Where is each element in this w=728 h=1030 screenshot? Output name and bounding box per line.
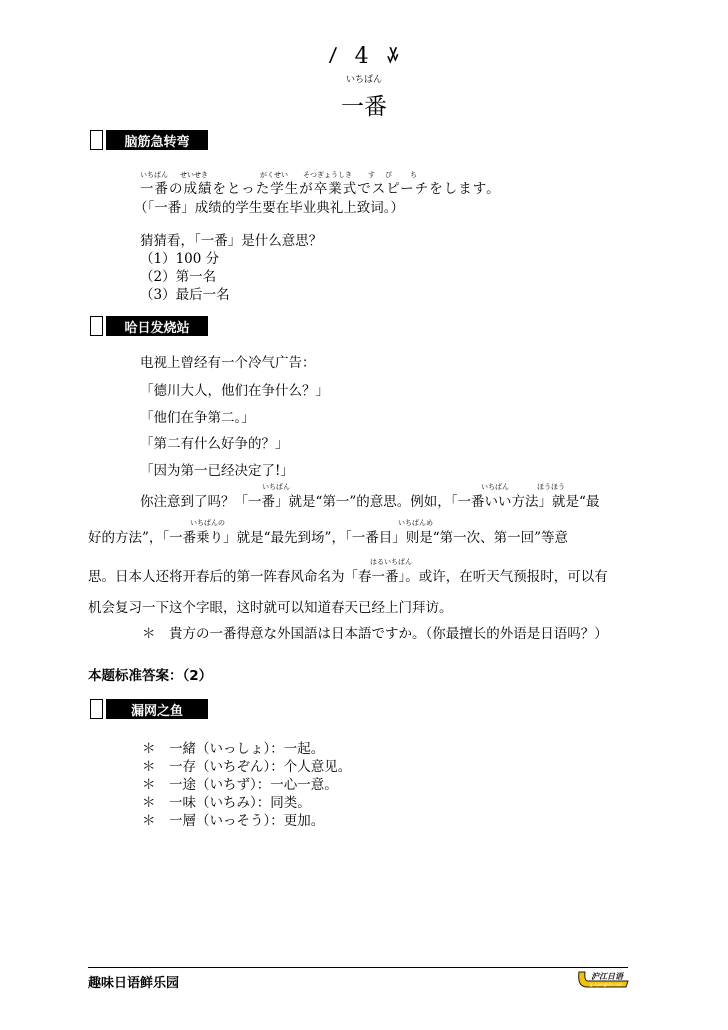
svg-text:沪江日语: 沪江日语 [591,972,623,981]
ruby-sotsugyoushiki: そつぎょうしき [303,171,352,179]
paragraph-line-2: 好的方法”，「一番乗り」就是“最先到场”，「一番目」则是“第一次、第一回”等意 [88,530,569,546]
ruby-ichiban: いちばん [140,171,168,179]
section-label: 漏网之鱼 [106,699,208,719]
paragraph-line-1: 你注意到了吗？「一番」就是“第一”的意思。例如，「一番いい方法」就是“最 [140,494,600,510]
ruby-pi: ぴ [385,171,392,179]
paragraph-line-4: 机会复习一下这个字眼，这时就可以知道春天已经上门拜访。 [88,600,453,616]
quiz-option-1: （1）100 分 [140,251,220,267]
footer-title: 趣味日语鲜乐园 [88,976,180,991]
culture-intro: 电视上曾经有一个冷气广告： [140,355,316,371]
section-square-icon [90,699,103,719]
section-square-icon [90,316,103,336]
dialog-line-3: 「第二有什么好争的？」 [140,436,289,452]
section-header-quiz [90,130,208,150]
quiz-option-3: （3）最后一名 [140,287,230,303]
quiz-sentence: 一番の成績をとった学生が卒業式でスピーチをします。 [140,181,501,197]
section-header-culture [90,316,208,336]
svg-text:jp.hjenglish.com: jp.hjenglish.com [590,982,623,987]
title-ruby: いちばん [345,75,382,85]
vocab-item-2: ＊ 一存（いちぞん）：个人意见。 [142,759,352,775]
quiz-translation: （「一番」成绩的学生要在毕业典礼上致词。） [134,200,404,216]
ruby-ichiban-3: いちばん [481,483,509,491]
ornament-right-icon: ꤸ [386,44,399,69]
ruby-seiseki: せいせき [180,171,208,179]
culture-example: ＊ 貴方の一番得意な外国語は日本語ですか。（你最擅长的外语是日语吗？） [142,626,608,642]
section-label: 哈日发烧站 [106,316,208,336]
quiz-question: 猜猜看，「一番」是什么意思？ [140,233,323,249]
ornament-left-icon: ꤷ [329,44,337,69]
dialog-line-4: 「因为第一已经决定了!」 [140,463,294,479]
ruby-chi: ち [410,171,417,179]
ruby-ichibannori: いちばんの [190,519,225,527]
lesson-number-line [0,40,728,70]
dialog-line-1: 「德川大人，他们在争什么？」 [140,383,329,399]
ruby-ichibanme: いちばんめ [398,519,433,527]
section-square-icon [90,130,103,150]
ruby-su: す [368,171,375,179]
lesson-number: 4 [354,44,369,69]
section-header-extra [90,699,208,719]
quiz-option-2: （2）第一名 [140,269,217,285]
footer-rule [88,967,628,968]
answer-line: 本题标准答案：（2） [88,668,213,684]
ruby-haruichiban: はるいちばん [370,558,412,566]
vocab-item-1: ＊ 一緒（いっしょ）：一起。 [142,741,325,757]
vocab-item-5: ＊ 一層（いっそう）：更加。 [142,813,325,829]
dialog-line-2: 「他们在争第二。」 [140,410,255,426]
vocab-item-3: ＊ 一途（いちず）：一心一意。 [142,777,338,793]
ruby-houhou: ほうほう [537,483,565,491]
section-label: 脑筋急转弯 [106,130,208,150]
page-title: 一番 [341,94,387,120]
ruby-ichiban-2: いちばん [262,483,290,491]
hjenglish-logo-icon [576,968,630,990]
ruby-gakusei: がくせい [260,171,288,179]
vocab-item-4: ＊ 一味（いちみ）：同类。 [142,795,311,811]
paragraph-line-3: 思。日本人还将开春后的第一阵春风命名为「春一番」。或许，在听天气预报时，可以有 [88,569,608,585]
